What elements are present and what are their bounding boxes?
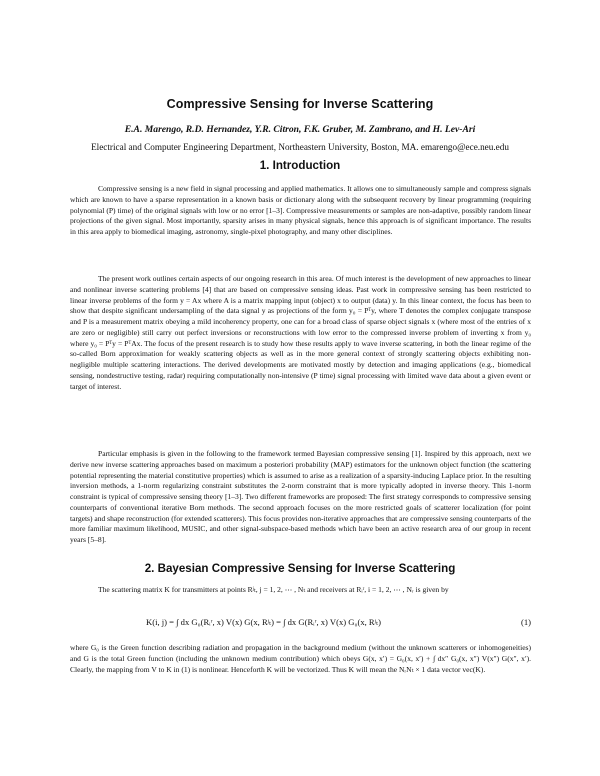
equation-1-number: (1) (520, 617, 531, 627)
equation-1 (70, 615, 531, 633)
affiliation: Electrical and Computer Engineering Department, Northeastern University, Boston, MA. emarengo@ece.neu.edu (91, 142, 509, 152)
intro-paragraph-1: Compressive sensing is a new field in signal processing and applied mathematics. It allows one to simultaneously sample and compress signals which are known to have a sparse representation in a known basis or dictionary along with the subsequent recovery by linear programming (requiring polynomial (P) time) of the original signals with low or no error [1–3]. Compressive measurements or samples are non-adaptive, possibly random linear projections of the given signal. Most importantly, sparsity arises in many physical signals, hence this approach is of significant importance. The results in this area apply to biomedical imaging, astronomy, single-pixel photography, and many other disciplines. (70, 184, 531, 236)
paper-title: Compressive Sensing for Inverse Scattering (166, 97, 434, 111)
section-2-paragraph: where G₀ is the Green function describing radiation and propagation in the background medium (without the unknown scatterers or inhomogeneities) and G is the total Green function (including the unknown medium contribution) which obeys G(x, x′) = G₀(x, x′) + ∫ dx″ G₀(x, x″) V(x″) G(x″, x′). Clearly, the mapping from V to K in (1) is nonlinear. Henceforth K will be vectorized. Thus K will mean the NᵣNₜ × 1 data vector vec(K). (70, 643, 531, 674)
section-1-heading: 1. Introduction (259, 159, 341, 172)
author-list: E.A. Marengo, R.D. Hernandez, Y.R. Citron, F.K. Gruber, M. Zambrano, and H. Lev-Ari (124, 124, 476, 135)
intro-paragraph-3: Particular emphasis is given in the following to the framework termed Bayesian compressive sensing [1]. Inspired by this approach, next we derive new inverse scattering approaches based on maximum a posteriori probability (MAP) estimators for the unknown object function (the scattering potential representing the material constitutive properties) which is assumed to arise as a realization of a sparsity-inducing Laplace prior. In the resulting inversion methods, a 1-norm regularizing constraint substitutes the 2-norm constraint that is more typically adopted in inverse theory. This 1-norm constraint is typical of compressive sensing theory [1–3]. Two different frameworks are proposed: The first strategy corresponds to compressive sensing counterparts of conventional iterative Born methods. The second approach focuses on the more restricted goals of scatterer localization (for point targets) and shape reconstruction (for extended scatterers). This focus provides non-iterative approaches that are compressive sensing counterparts of the more familiar maximum likelihood, MUSIC, and other signal-subspace-based methods which have been an active research area of our group in recent years [5–8]. (70, 449, 531, 544)
intro-paragraph-2: The present work outlines certain aspects of our ongoing research in this area. Of much interest is the development of new approaches to linear and nonlinear inverse scattering problems [4] that are based on compressive sensing ideas. Past work in compressive sensing has been restricted to linear inverse problems of the form y = Ax where A is a matrix mapping input (object) x to output (data) y. In this linear context, the focus has been to show that despite significant undersampling of the data signal y as projections of the form y₀ = Pᵀy, where T denotes the complex conjugate transpose and P is a measurement matrix obeying a mild incoherency property, one can for a broad class of sparse object signals x (where most of the entries of x are zero or negligible) still carry out perfect inversions or reconstructions with low error to the compressed inverse problem of inverting x from y₀ where y₀ = Pᵀy = PᵀAx. The focus of the present research is to study how these results apply to wave inverse scattering, in both the linear regime of the so-called Born approximation for weakly scattering objects as well as in the more general context of strongly scattering objects exhibiting non-negligible multiple scattering interactions. The derived developments are motivated mostly by detection and imaging applications (e.g., biomedical sensing, nondestructive testing, radar) requiring computationally non-intensive (P time) signal processing with limited wave data about a given event or target of interest. (70, 274, 531, 391)
equation-1-body: K(i, j) = ∫ dx G₀(Rᵢʳ, x) V(x) G(x, Rʲₜ) = ∫ dx G(Rᵢʳ, x) V(x) G₀(x, Rʲₜ) (146, 617, 381, 627)
section-2-intro: The scattering matrix K for transmitters at points Rʲₜ, j = 1, 2, ⋯ , Nₜ and receivers at Rᵢʳ, i = 1, 2, ⋯ , Nᵣ is given by (98, 585, 449, 594)
section-2-heading: 2. Bayesian Compressive Sensing for Inverse Scattering (144, 562, 456, 575)
